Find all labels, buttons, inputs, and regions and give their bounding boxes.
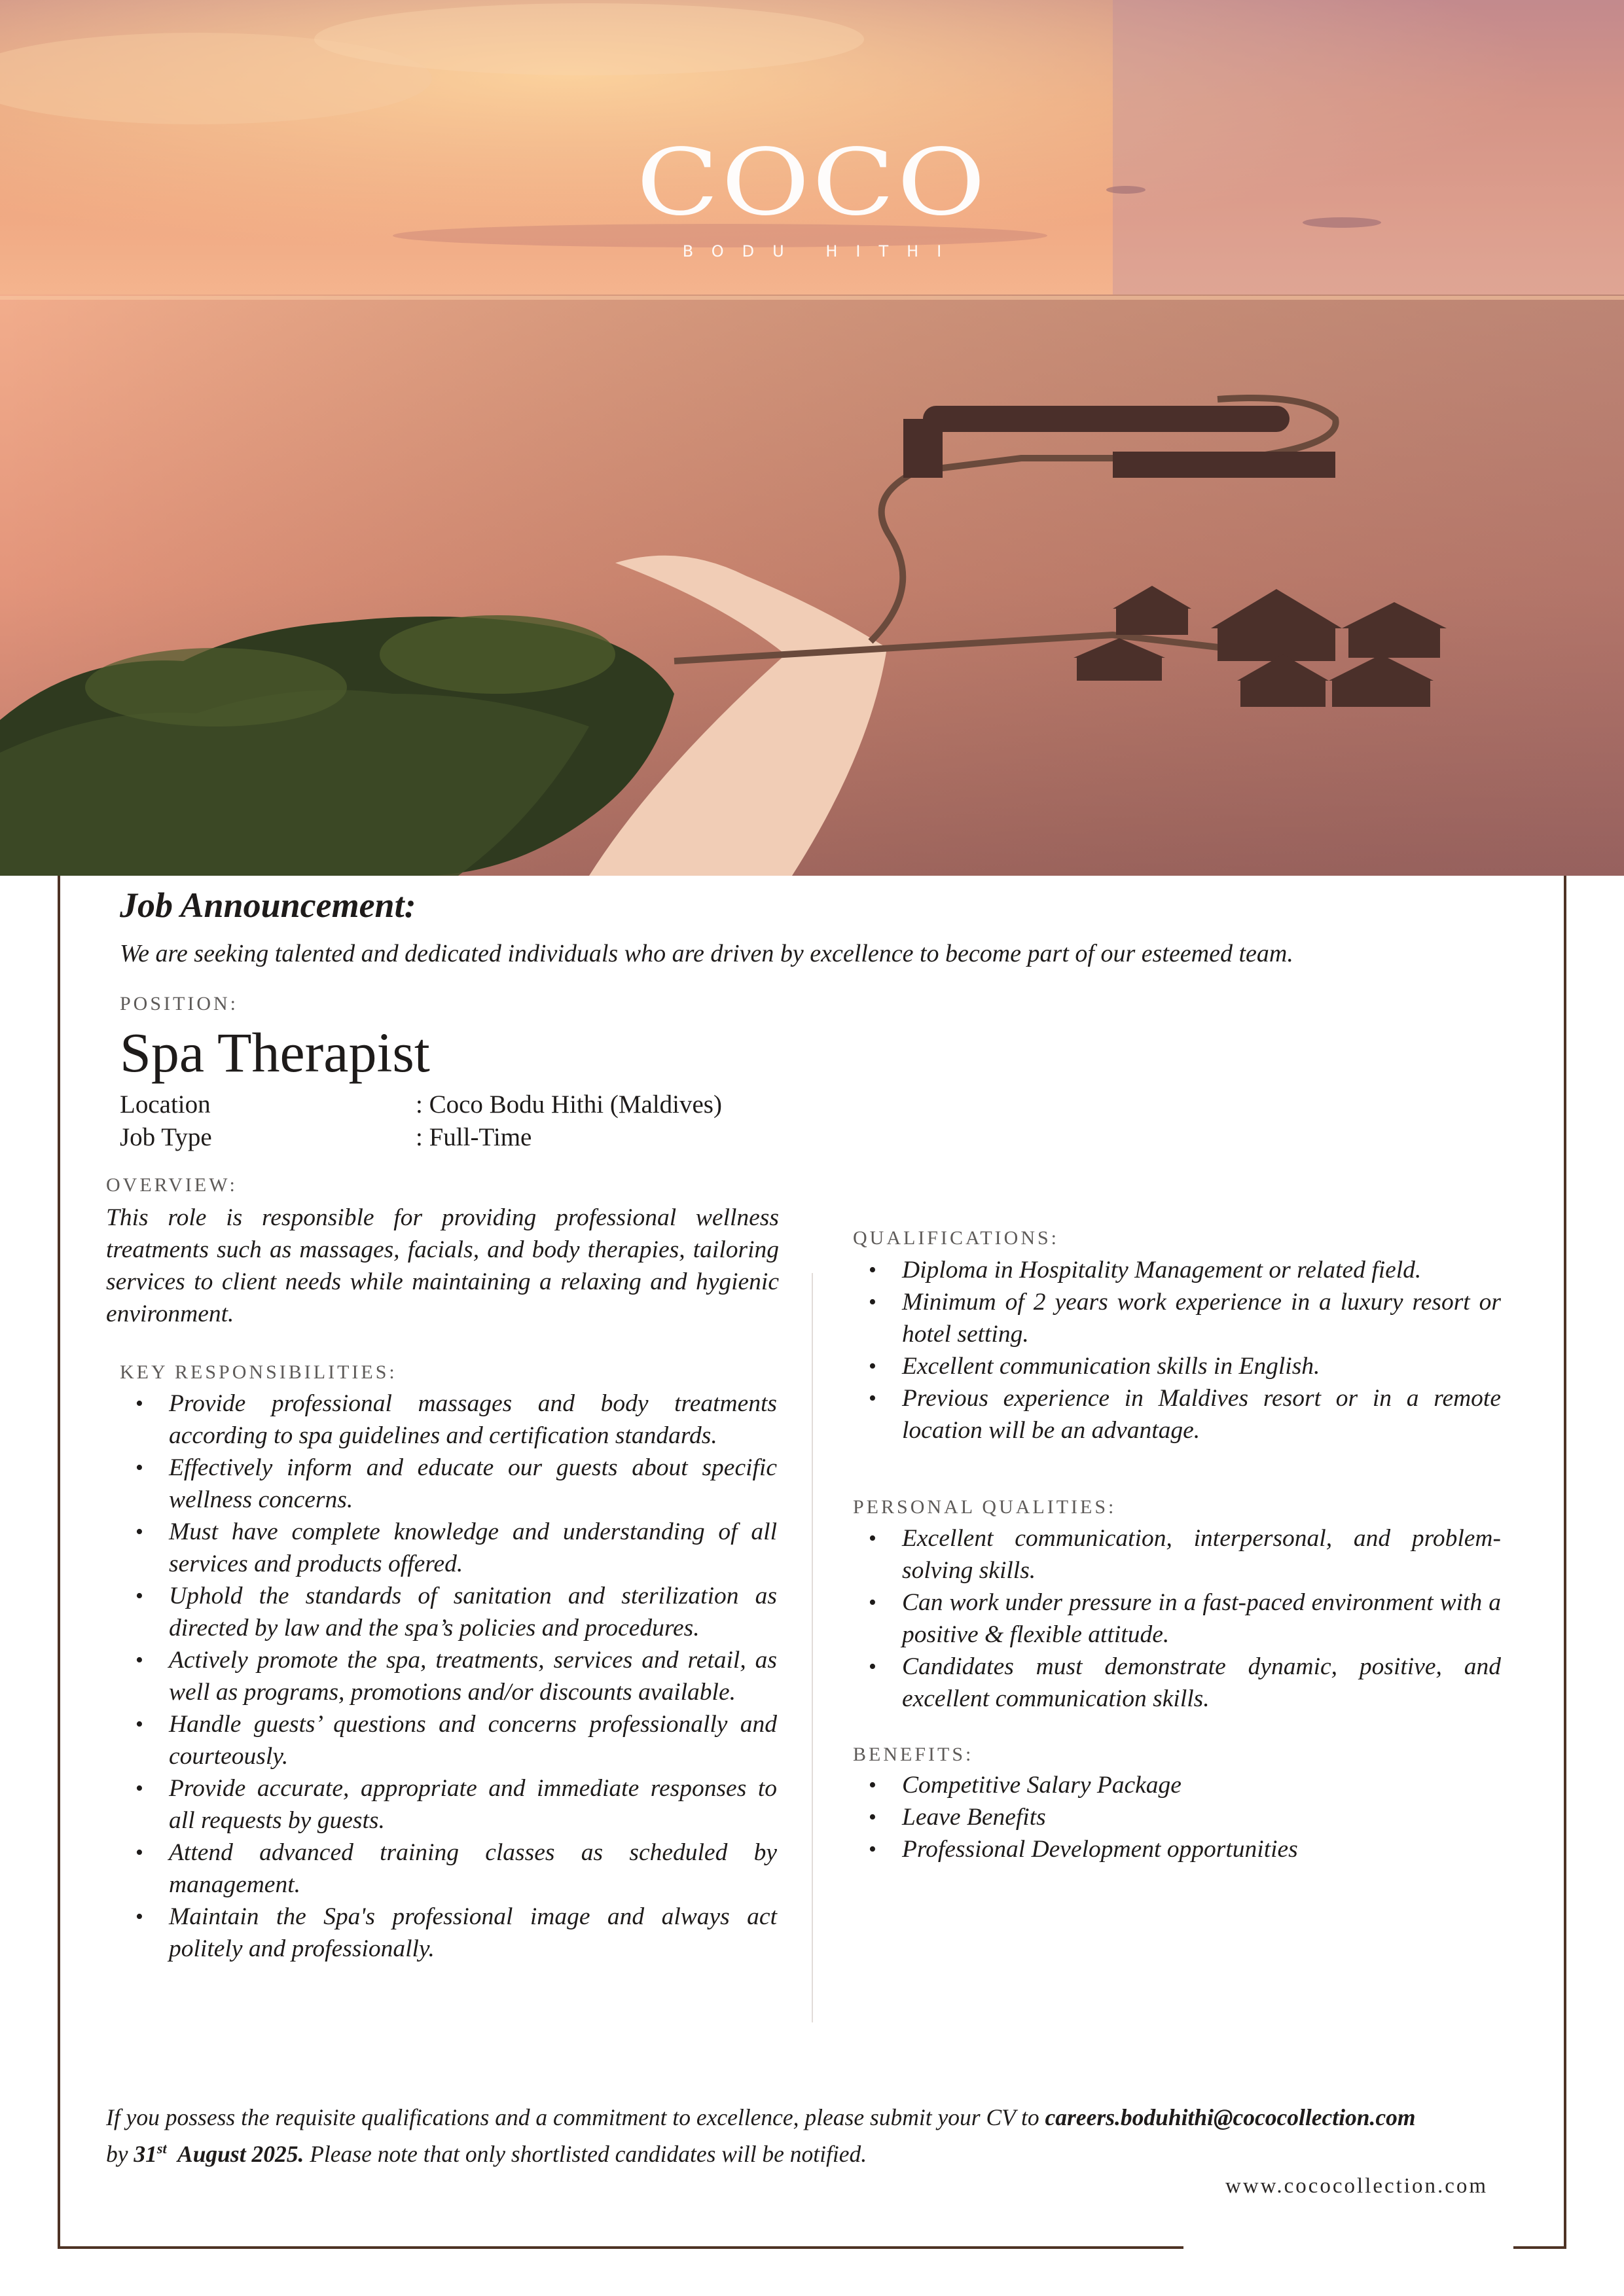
- benefits-label: BENEFITS:: [853, 1744, 974, 1765]
- deadline-month: August 2025.: [177, 2140, 304, 2167]
- location-value: : Coco Bodu Hithi (Maldives): [416, 1090, 722, 1119]
- list-item: • Handle guests’ questions and concerns professionally and courteously.: [120, 1708, 777, 1772]
- list-item: • Previous experience in Maldives resort or in a remote location will be an advantage.: [853, 1382, 1501, 1446]
- list-item: • Provide accurate, appropriate and immediate responses to all requests by guests.: [120, 1772, 777, 1837]
- hero-image: [0, 0, 1624, 876]
- column-divider: [812, 1273, 813, 2022]
- list-item: • Provide professional massages and body treatments according to spa guidelines and certification standards.: [120, 1388, 777, 1452]
- overview-text: This role is responsible for providing professional wellness treatments such as massages, facials, and body therapies, tailoring services to client needs while maintaining a relaxing and hygienic environment.: [106, 1204, 779, 1327]
- list-item: • Maintain the Spa's professional image and always act politely and professionally.: [120, 1901, 777, 1965]
- position-label: POSITION:: [120, 993, 239, 1014]
- list-item: • Effectively inform and educate our guests about specific wellness concerns.: [120, 1452, 777, 1516]
- announcement-title: Job Announcement:: [120, 886, 416, 925]
- list-item: • Leave Benefits: [853, 1801, 1501, 1833]
- job-type-value: : Full-Time: [416, 1123, 532, 1151]
- job-type-key: Job Type: [120, 1123, 212, 1151]
- overview-label: OVERVIEW:: [106, 1174, 238, 1196]
- logo-subtitle: BODU HITHI: [682, 242, 960, 260]
- frame-left-border: [58, 876, 60, 2249]
- position-title: Spa Therapist: [120, 1021, 430, 1084]
- list-item: • Attend advanced training classes as scheduled by management.: [120, 1837, 777, 1901]
- footer-note: Please note that only shortlisted candidates will be notified.: [304, 2140, 867, 2167]
- list-item: • Diploma in Hospitality Management or related field.: [853, 1254, 1501, 1286]
- footer-text: If you possess the requisite qualifications and a commitment to excellence, please submit your CV to: [106, 2104, 1045, 2130]
- list-item: • Excellent communication skills in English.: [853, 1350, 1501, 1382]
- frame-bottom-border-end: [1513, 2246, 1566, 2249]
- benefits-list: [853, 1769, 1501, 1865]
- list-item: • Candidates must demonstrate dynamic, positive, and excellent communication skills.: [853, 1651, 1501, 1715]
- list-item: • Must have complete knowledge and understanding of all services and products offered.: [120, 1516, 777, 1580]
- personal-qualities-label: PERSONAL QUALITIES:: [853, 1496, 1117, 1518]
- announcement-subtitle: We are seeking talented and dedicated individuals who are driven by excellence to become part of our esteemed team.: [120, 940, 1293, 967]
- frame-bottom-border: [58, 2246, 1183, 2249]
- location-row: [120, 1090, 722, 1119]
- application-instructions: [106, 2102, 1513, 2170]
- logo-wordmark: COCO: [636, 130, 988, 236]
- list-item: • Can work under pressure in a fast-paced environment with a positive & flexible attitude.: [853, 1587, 1501, 1651]
- qualifications-label: QUALIFICATIONS:: [853, 1227, 1059, 1249]
- deadline-day: 31: [134, 2140, 157, 2167]
- responsibilities-list: [120, 1388, 777, 1965]
- qualifications-list: [853, 1254, 1501, 1446]
- location-key: Location: [120, 1090, 211, 1119]
- brand-logo: [0, 130, 1624, 260]
- website-link[interactable]: www.cococollection.com: [1225, 2174, 1489, 2198]
- job-type-row: [120, 1122, 532, 1152]
- personal-qualities-list: [853, 1522, 1501, 1715]
- footer-text-by: by: [106, 2140, 134, 2167]
- list-item: • Excellent communication, interpersonal, and problem-solving skills.: [853, 1522, 1501, 1587]
- list-item: • Professional Development opportunities: [853, 1833, 1501, 1865]
- deadline-suffix: st: [156, 2140, 167, 2157]
- list-item: • Actively promote the spa, treatments, services and retail, as well as programs, promotions and/or discounts available.: [120, 1644, 777, 1708]
- list-item: • Minimum of 2 years work experience in a luxury resort or hotel setting.: [853, 1286, 1501, 1350]
- list-item: • Competitive Salary Package: [853, 1769, 1501, 1801]
- list-item: • Uphold the standards of sanitation and sterilization as directed by law and the spa’s policies and procedures.: [120, 1580, 777, 1644]
- frame-right-border: [1564, 876, 1566, 2249]
- careers-email-link[interactable]: careers.boduhithi@cococollection.com: [1045, 2104, 1416, 2130]
- responsibilities-label: KEY RESPONSIBILITIES:: [120, 1361, 397, 1383]
